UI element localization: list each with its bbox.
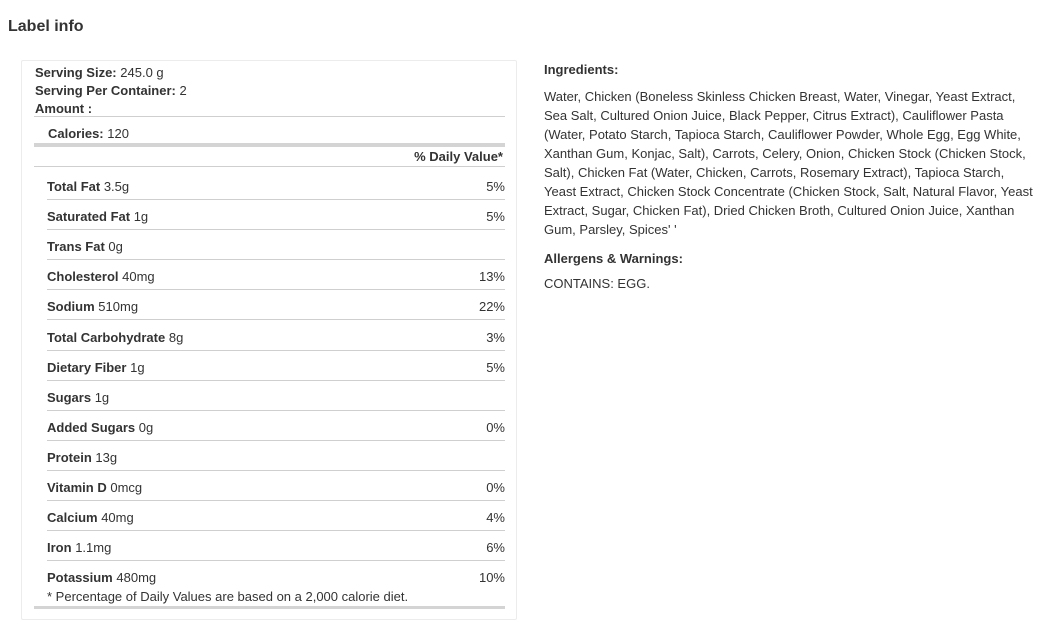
nutrient-row	[47, 510, 505, 540]
row-divider	[47, 229, 505, 230]
row-divider	[47, 500, 505, 501]
nutrient-row	[47, 299, 505, 329]
row-divider	[47, 350, 505, 351]
nutrient-label	[47, 480, 142, 495]
amount-label: Amount :	[35, 101, 93, 116]
nutrient-daily-value: 10%	[478, 570, 505, 585]
nutrient-name: Sugars	[47, 390, 92, 405]
thick-divider	[34, 143, 505, 147]
allergens-text: CONTAINS: EGG.	[544, 276, 650, 291]
serving-per-container-value: 2	[179, 83, 187, 98]
nutrient-label	[47, 420, 153, 435]
divider	[34, 116, 505, 117]
nutrient-daily-value: 22%	[478, 299, 505, 314]
nutrient-row	[47, 239, 505, 269]
serving-per-container-label: Serving Per Container:	[35, 83, 176, 98]
calories	[48, 126, 129, 141]
nutrient-row	[47, 269, 505, 299]
nutrient-name: Potassium	[47, 570, 113, 585]
nutrient-row	[47, 179, 505, 209]
nutrient-name: Total Carbohydrate	[47, 330, 166, 345]
nutrient-amount: 0g	[138, 420, 154, 435]
row-divider	[47, 440, 505, 441]
nutrient-name: Added Sugars	[47, 420, 136, 435]
nutrient-row	[47, 390, 505, 420]
serving-size-label: Serving Size:	[35, 65, 117, 80]
ingredients-heading: Ingredients:	[544, 62, 619, 77]
serving-size	[35, 65, 164, 80]
nutrient-daily-value: 5%	[486, 179, 505, 194]
nutrient-label	[47, 330, 183, 345]
ingredients-text: Water, Chicken (Boneless Skinless Chicken Breast, Water, Vinegar, Yeast Extract, Sea Salt, Cultured Onion Juice, Black Pepper, Citrus Extract), Cauliflower Pasta (Water, Potato Starch, Tapioca Starch, Cauliflower Powder, Whole Egg, Egg White, Xanthan Gum, Konjac, Salt), Carrots, Celery, Onion, Chicken Stock (Chicken Stock, Salt), Chicken Fat (Water, Chicken, Carrots, Rosemary Extract), Tapioca Starch, Yeast Extract, Chicken Stock Concentrate (Chicken Stock, Salt, Natural Flavor, Yeast Extract, Sugar, Chicken Fat), Dried Chicken Broth, Cultured Onion Juice, Xanthan Gum, Parsley, Spices' '	[544, 89, 1033, 237]
nutrient-amount: 3.5g	[103, 179, 130, 194]
nutrient-amount: 1g	[130, 360, 145, 375]
nutrient-amount: 8g	[168, 330, 184, 345]
allergens-heading: Allergens & Warnings:	[544, 251, 683, 266]
nutrient-daily-value: 5%	[486, 209, 505, 224]
nutrient-row	[47, 209, 505, 239]
nutrient-name: Total Fat	[47, 179, 101, 194]
nutrient-amount: 1g	[133, 209, 149, 224]
nutrient-amount: 480mg	[116, 570, 157, 585]
nutrient-daily-value: 3%	[486, 330, 505, 345]
nutrient-amount: 1.1mg	[75, 540, 112, 555]
nutrient-amount: 1g	[94, 390, 110, 405]
nutrient-label	[47, 570, 156, 585]
row-divider	[47, 259, 505, 260]
row-divider	[47, 199, 505, 200]
nutrient-daily-value: 0%	[486, 420, 505, 435]
calories-value: 120	[107, 126, 129, 141]
nutrient-amount: 510mg	[98, 299, 139, 314]
nutrient-row	[47, 360, 505, 390]
nutrient-row	[47, 540, 505, 570]
nutrient-label	[47, 209, 148, 224]
nutrient-name: Dietary Fiber	[47, 360, 127, 375]
bottom-divider	[34, 606, 505, 609]
serving-per-container	[35, 83, 187, 98]
nutrient-name: Trans Fat	[47, 239, 105, 254]
nutrient-label	[47, 540, 111, 555]
page-title: Label info	[8, 18, 84, 35]
nutrient-amount: 40mg	[122, 269, 155, 284]
nutrient-label	[47, 299, 138, 314]
nutrient-name: Cholesterol	[47, 269, 119, 284]
row-divider	[47, 319, 505, 320]
calories-label: Calories:	[48, 126, 104, 141]
nutrient-amount: 40mg	[101, 510, 134, 525]
nutrient-name: Calcium	[47, 510, 98, 525]
nutrition-facts-panel	[21, 60, 517, 620]
row-divider	[47, 470, 505, 471]
nutrient-name: Vitamin D	[47, 480, 107, 495]
nutrient-name: Iron	[47, 540, 72, 555]
nutrient-amount: 0g	[108, 239, 123, 254]
nutrient-daily-value: 4%	[486, 510, 505, 525]
row-divider	[47, 530, 505, 531]
serving-size-value: 245.0 g	[120, 65, 164, 80]
nutrient-label	[47, 450, 117, 465]
nutrient-label	[47, 510, 134, 525]
divider	[34, 166, 505, 167]
nutrient-name: Protein	[47, 450, 92, 465]
nutrient-label	[47, 269, 155, 284]
nutrient-row	[47, 420, 505, 450]
nutrient-daily-value: 6%	[486, 540, 505, 555]
daily-value-header: % Daily Value*	[414, 149, 503, 164]
nutrient-label	[47, 360, 145, 375]
nutrient-name: Sodium	[47, 299, 95, 314]
nutrient-daily-value: 13%	[478, 269, 505, 284]
nutrient-row	[47, 330, 505, 360]
row-divider	[47, 410, 505, 411]
nutrient-amount: 0mcg	[110, 480, 143, 495]
nutrient-name: Saturated Fat	[47, 209, 131, 224]
nutrient-daily-value: 5%	[486, 360, 505, 375]
nutrient-label	[47, 239, 123, 254]
nutrient-amount: 13g	[95, 450, 118, 465]
nutrient-label	[47, 179, 129, 194]
nutrient-label	[47, 390, 109, 405]
row-divider	[47, 289, 505, 290]
nutrient-daily-value: 0%	[486, 480, 505, 495]
label-details	[544, 62, 1036, 291]
nutrient-row	[47, 480, 505, 510]
daily-value-footnote: * Percentage of Daily Values are based on a 2,000 calorie diet.	[47, 589, 409, 604]
row-divider	[47, 560, 505, 561]
nutrient-row	[47, 450, 505, 480]
row-divider	[47, 380, 505, 381]
